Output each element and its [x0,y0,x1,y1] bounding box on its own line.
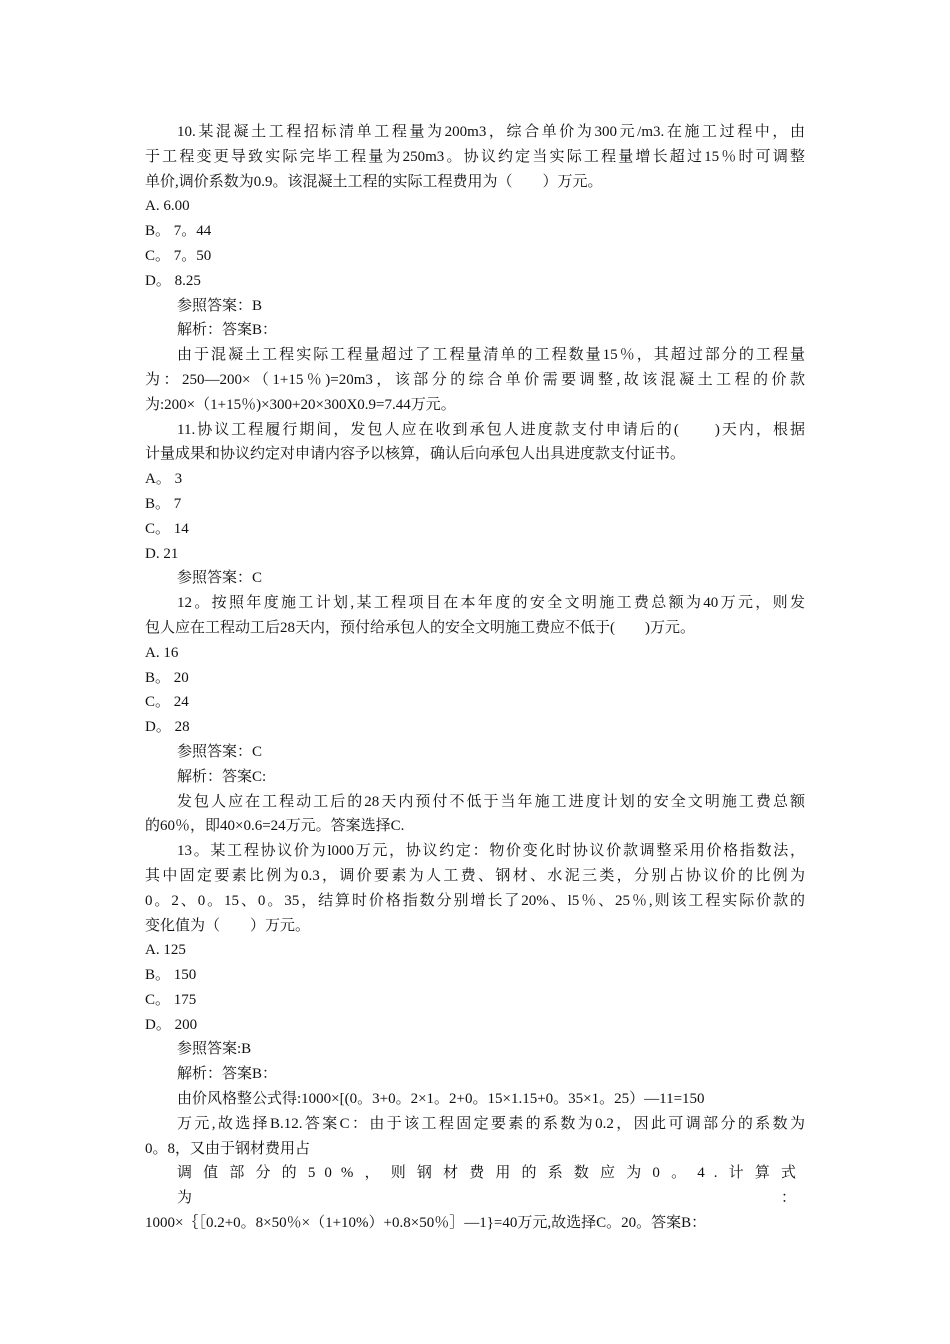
q12-analysis-line-2: 的60％，即40×0.6=24万元。答案选择C. [145,818,405,835]
q10-analysis-line-3: 为:200×（1+15％)×300+20×300X0.9=7.44万元。 [145,396,456,413]
q13-stem-line-3: 0。2、0。15、0。35，结算时价格指数分别增长了20%、l5％、25％,则该工程实际价款的 [145,892,805,909]
q11-stem-line-1: 11.协议工程履行期间，发包人应在收到承包人进度款支付申请后的( )天内，根据 [177,421,805,438]
q10-analysis-line-2: 为：250—200×（1+15％)=20m3，该部分的综合单价需要调整,故该混凝土工程的价款 [145,371,805,388]
q10-option-b: B。 7。44 [145,223,212,240]
q10-option-a: A. 6.00 [145,198,190,215]
q13-stem-line-1: 13。某工程协议价为l000万元，协议约定：物价变化时协议价款调整采用价格指数法， [177,843,805,860]
q10-analysis-line-1: 由于混凝土工程实际工程量超过了工程量清单的工程数量15％，其超过部分的工程量 [177,347,805,364]
q13-analysis-line-1: 由价风格整公式得:1000×[(0。3+0。2×1。2+0。15×1.15+0。35×1。25）—11=150 [177,1091,705,1108]
q13-analysis-line-3: 0。8，又由于钢材费用占 [145,1140,311,1157]
q10-stem-line-1: 10.某混凝土工程招标清单工程量为200m3，综合单价为300元/m3.在施工过程中，由 [177,124,805,140]
q12-option-b: B。 20 [145,669,189,686]
q10-option-d: D。 8.25 [145,272,201,289]
q13-stem-line-2: 其中固定要素比例为0.3，调价要素为人工费、钢材、水泥三类，分别占协议价的比例为 [145,867,805,884]
q10-analysis-label: 解析：答案B： [177,322,278,339]
q12-analysis-line-1: 发包人应在工程动工后的28天内预付不低于当年施工进度计划的安全文明施工费总额 [177,793,805,810]
q12-stem-line-2: 包人应在工程动工后28天内，预付给承包人的安全文明施工费应不低于( )万元。 [145,619,695,636]
q12-stem-line-1: 12。按照年度施工计划,某工程项目在本年度的安全文明施工费总额为40万元，则发 [177,595,805,612]
q10-option-c: C。 7。50 [145,247,212,264]
document-body [145,120,805,1236]
q11-option-c: C。 14 [145,520,189,537]
q11-answer: 参照答案：C [177,570,263,587]
q13-analysis-label: 解析：答案B： [177,1066,278,1083]
q13-analysis-line-2: 万元,故选择B.12.答案C：由于该工程固定要素的系数为0.2，因此可调部分的系数为 [177,1115,805,1132]
q13-option-c: C。 175 [145,991,197,1008]
q12-answer: 参照答案：C [177,743,263,760]
q12-option-c: C。 24 [145,694,189,711]
q13-option-b: B。 150 [145,967,197,984]
q10-answer: 参照答案：B [177,297,263,314]
q12-analysis-label: 解析：答案C: [177,768,267,785]
q13-answer: 参照答案:B [177,1041,252,1058]
q11-option-d: D. 21 [145,545,179,562]
q10-stem-line-2: 于工程变更导致实际完毕工程量为250m3。协议约定当实际工程量增长超过15％时可调整 [145,148,805,165]
q13-option-d: D。 200 [145,1016,198,1033]
q11-option-a: A。 3 [145,471,183,488]
q12-option-a: A. 16 [145,644,179,661]
q11-option-b: B。 7 [145,495,182,512]
q13-stem-line-4: 变化值为（ ）万元。 [145,917,311,934]
q13-analysis-line-4: 调值部分的50%，则钢材费用的系数应为0。4.计算式为： [177,1165,805,1207]
q12-option-d: D。 28 [145,719,190,736]
q11-stem-line-2: 计量成果和协议约定对申请内容予以核算，确认后向承包人出具进度款支付证书。 [145,446,686,463]
q13-option-a: A. 125 [145,942,186,959]
q10-stem-line-3: 单价,调价系数为0.9。该混凝土工程的实际工程费用为（ ）万元。 [145,173,603,190]
q13-analysis-line-5: 1000×｛［0.2+0。8×50％×（1+10%）+0.8×50％］—1}=40万元,故选择C。20。答案B： [145,1215,707,1232]
